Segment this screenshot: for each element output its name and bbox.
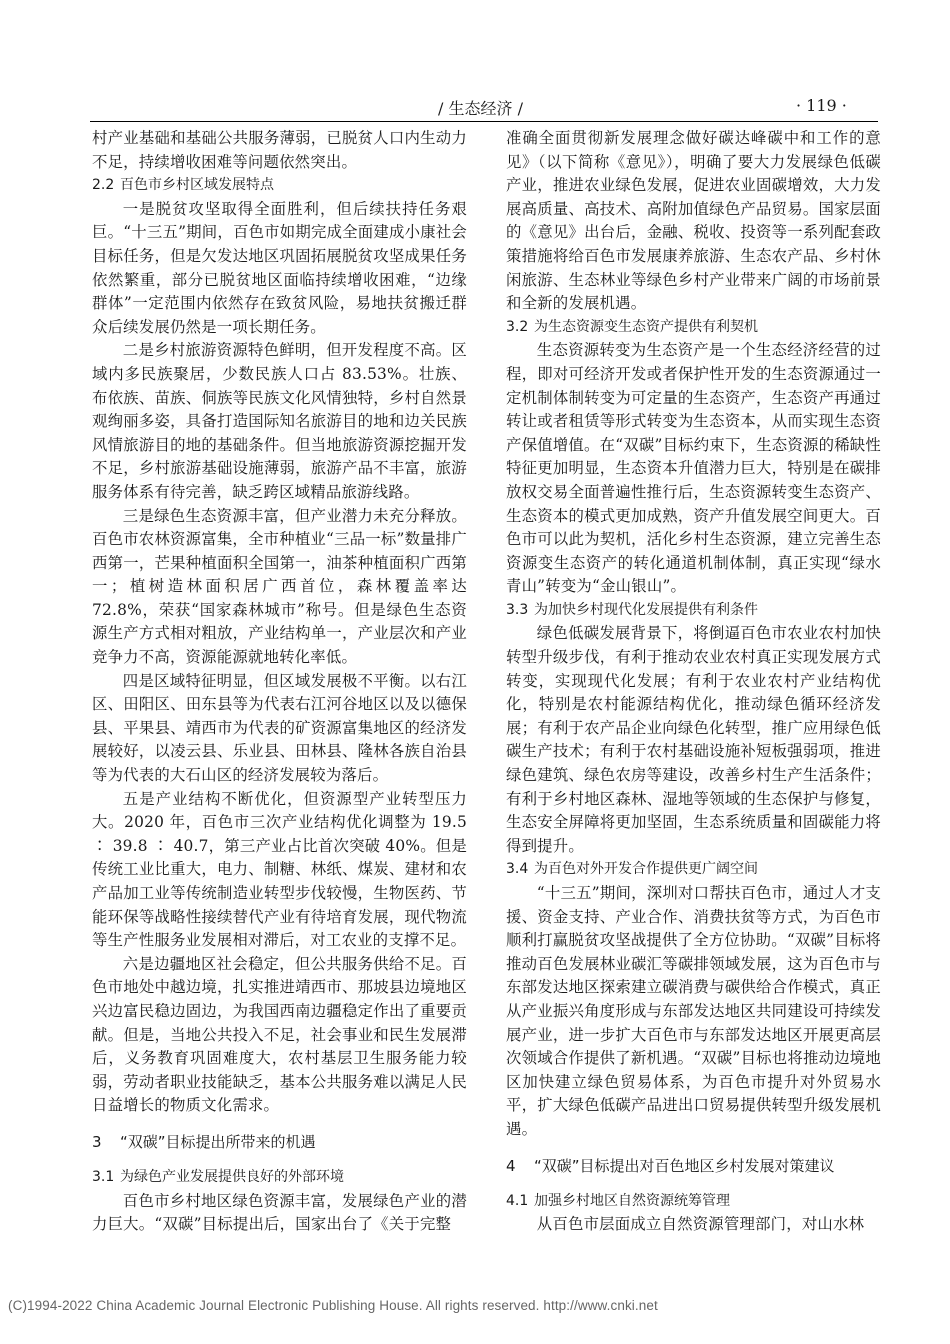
section-title: “双碳”目标提出对百色地区乡村发展对策建议 (534, 1156, 835, 1175)
section-heading-3 (92, 1130, 467, 1154)
section-number: 3 (92, 1132, 102, 1151)
paragraph: 从百色市层面成立自然资源管理部门，对山水林 (536, 1215, 865, 1234)
section-heading-3-1 (92, 1166, 467, 1190)
section-title: 为百色对外开发合作提供更广阔空间 (534, 861, 758, 878)
paragraph: 四是区域特征明显，但区域发展极不平衡。以右江区、田阳区、田东县等为代表右江河谷地区以及以德保县、平果县、靖西市为代表的矿资源富集地区的经济发展较好，以凌云县、乐业县、田林县、隆林各族自治县等为代表的大石山区的经济发展较为落后。 (92, 671, 467, 785)
running-header-section: / 生态经济 / (438, 99, 523, 118)
paragraph: 六是边疆地区社会稳定，但公共服务供给不足。百色市地处中越边境，扎实推进靖西市、那坡县边境地区兴边富民稳边固边，为我国西南边疆稳定作出了重要贡献。但是，当地公共投入不足，社会事业和民生发展滞后，义务教育巩固难度大，农村基层卫生服务能力较弱，劳动者职业技能缺乏，基本公共服务难以满足人民日益增长的物质文化需求。 (92, 954, 467, 1115)
section-number: 4.1 (506, 1192, 529, 1209)
section-title: 为绿色产业发展提供良好的外部环境 (120, 1168, 344, 1185)
section-number: 3.1 (92, 1168, 115, 1185)
section-heading-3-3 (506, 599, 881, 623)
left-column (92, 127, 467, 1237)
paragraph: 三是绿色生态资源丰富，但产业潜力未充分释放。百色市农林资源富集，全市种植业“三品一标”数量排广西第一，芒果种植面积全国第一，油茶种植面积广西第一；植树造林面积居广西首位，森林覆盖率达 72.8%，荣获“国家森林城市”称号。但是绿色生态资源生产方式相对粗放，产业结构单一，产业层次和产业竞争力不高，资源能源就地转化率低。 (92, 506, 467, 667)
section-title: 加强乡村地区自然资源统筹管理 (534, 1192, 730, 1209)
paragraph: 五是产业结构不断优化，但资源型产业转型压力大。2020 年，百色市三次产业结构优化调整为 19.5 ∶ 39.8 ∶ 40.7，第三产业占比首次突破 40%。但是传统工业比重大，电力、制糖、林纸、煤炭、建材和农产品加工业等传统制造业转型步伐较慢，生物医药、节能环保等战略性接续替代产业有待培育发展，现代物流等生产性服务业发展相对滞后，对工农业的支撑不足。 (92, 789, 467, 950)
header-divider (90, 121, 878, 122)
section-number: 3.3 (506, 601, 529, 618)
section-title: 为加快乡村现代化发展提供有利条件 (534, 601, 758, 618)
paragraph: 村产业基础和基础公共服务薄弱，已脱贫人口内生动力不足，持续增收困难等问题依然突出。 (92, 129, 467, 171)
paragraph: 百色市乡村地区绿色资源丰富，发展绿色产业的潜力巨大。“双碳”目标提出后，国家出台了《关于完整 (92, 1191, 467, 1234)
paragraph: “十三五”期间，深圳对口帮扶百色市，通过人才支援、资金支持、产业合作、消费扶贫等方式，为百色市顺利打赢脱贫攻坚战提供了全方位协助。“双碳”目标将推动百色发展林业碳汇等碳排领域发展，这为百色市与东部发达地区探索建立碳消费与碳供给合作模式，真正从产业振兴角度形成与东部发达地区共同建设可持续发展产业，进一步扩大百色市与东部发达地区开展更高层次领域合作提供了新机遇。“双碳”目标也将推动边境地区加快建立绿色贸易体系，为百色市提升对外贸易水平，扩大绿色低碳产品进出口贸易提供转型升级发展机遇。 (506, 884, 881, 1138)
section-heading-3-2 (506, 316, 881, 340)
section-heading-2-2 (92, 174, 467, 198)
page-number: · 119 · (796, 96, 847, 115)
section-heading-3-4 (506, 858, 881, 882)
paragraph: 二是乡村旅游资源特色鲜明，但开发程度不高。区域内多民族聚居，少数民族人口占 83.53%。壮族、布依族、苗族、侗族等民族文化风情独特，乡村自然景观绚丽多姿，具备打造国际知名旅游目的地和边关民族风情旅游目的地的基础条件。但当地旅游资源挖掘开发不足，乡村旅游基础设施薄弱，旅游产品不丰富，旅游服务体系有待完善，缺乏跨区域精品旅游线路。 (92, 341, 467, 501)
section-number: 3.2 (506, 318, 529, 335)
paragraph: 绿色低碳发展背景下，将倒逼百色市农业农村加快转型升级步伐，有利于推动农业农村真正实现发展方式转变，实现现代化发展；有利于农业农村产业结构优化，特别是农村能源结构优化，推动绿色循环经济发展；有利于农产品企业向绿色化转型，推广应用绿色低碳生产技术；有利于农村基础设施补短板强弱项，推进绿色建筑、绿色农房等建设，改善乡村生产生活条件；有利于乡村地区森林、湿地等领域的生态保护与修复，生态安全屏障将更加坚固，生态系统质量和固碳能力将得到提升。 (506, 624, 881, 855)
section-title: “双碳”目标提出所带来的机遇 (120, 1132, 316, 1151)
section-title: 百色市乡村区域发展特点 (120, 177, 274, 194)
section-number: 4 (506, 1156, 516, 1175)
right-column (506, 127, 881, 1237)
paragraph: 准确全面贯彻新发展理念做好碳达峰碳中和工作的意见》（以下简称《意见》），明确了要大力发展绿色低碳产业，推进农业绿色发展，促进农业固碳增效，大力发展高质量、高技术、高附加值绿色产品贸易。国家层面的《意见》出台后，金融、税收、投资等一系列配套政策措施将给百色市发展康养旅游、生态农产品、乡村休闲旅游、生态林业等绿色乡村产业带来广阔的市场前景和全新的发展机遇。 (506, 129, 881, 313)
section-number: 3.4 (506, 861, 529, 878)
copyright-footer: (C)1994-2022 China Academic Journal Electronic Publishing House. All rights reserved. http://www.cnki.net (8, 1298, 658, 1313)
section-number: 2.2 (92, 177, 115, 194)
section-heading-4 (506, 1154, 881, 1178)
paragraph: 一是脱贫攻坚取得全面胜利，但后续扶持任务艰巨。“十三五”期间，百色市如期完成全面建成小康社会目标任务，但是欠发达地区巩固拓展脱贫攻坚成果任务依然繁重，部分已脱贫地区面临持续增收困难，“边缘群体”一定范围内依然存在致贫风险，易地扶贫搬迁群众后续发展仍然是一项长期任务。 (92, 199, 467, 336)
section-heading-4-1 (506, 1190, 881, 1214)
section-title: 为生态资源变生态资产提供有利契机 (534, 318, 758, 335)
paragraph: 生态资源转变为生态资产是一个生态经济经营的过程，即对可经济开发或者保护性开发的生态资源通过一定机制体制转变为可定量的生态资产，生态资产再通过转让或者租赁等形式转变为生态资本，从而实现生态资产保值增值。在“双碳”目标约束下，生态资源的稀缺性特征更加明显，生态资本升值潜力巨大，特别是在碳排放权交易全面普遍性推行后，生态资源转变生态资产、生态资本的模式更加成熟，资产升值发展空间更大。百色市可以此为契机，活化乡村生态资源，建立完善生态资源变生态资产的转化通道机制体制，真正实现“绿水青山”转变为“金山银山”。 (506, 341, 881, 596)
